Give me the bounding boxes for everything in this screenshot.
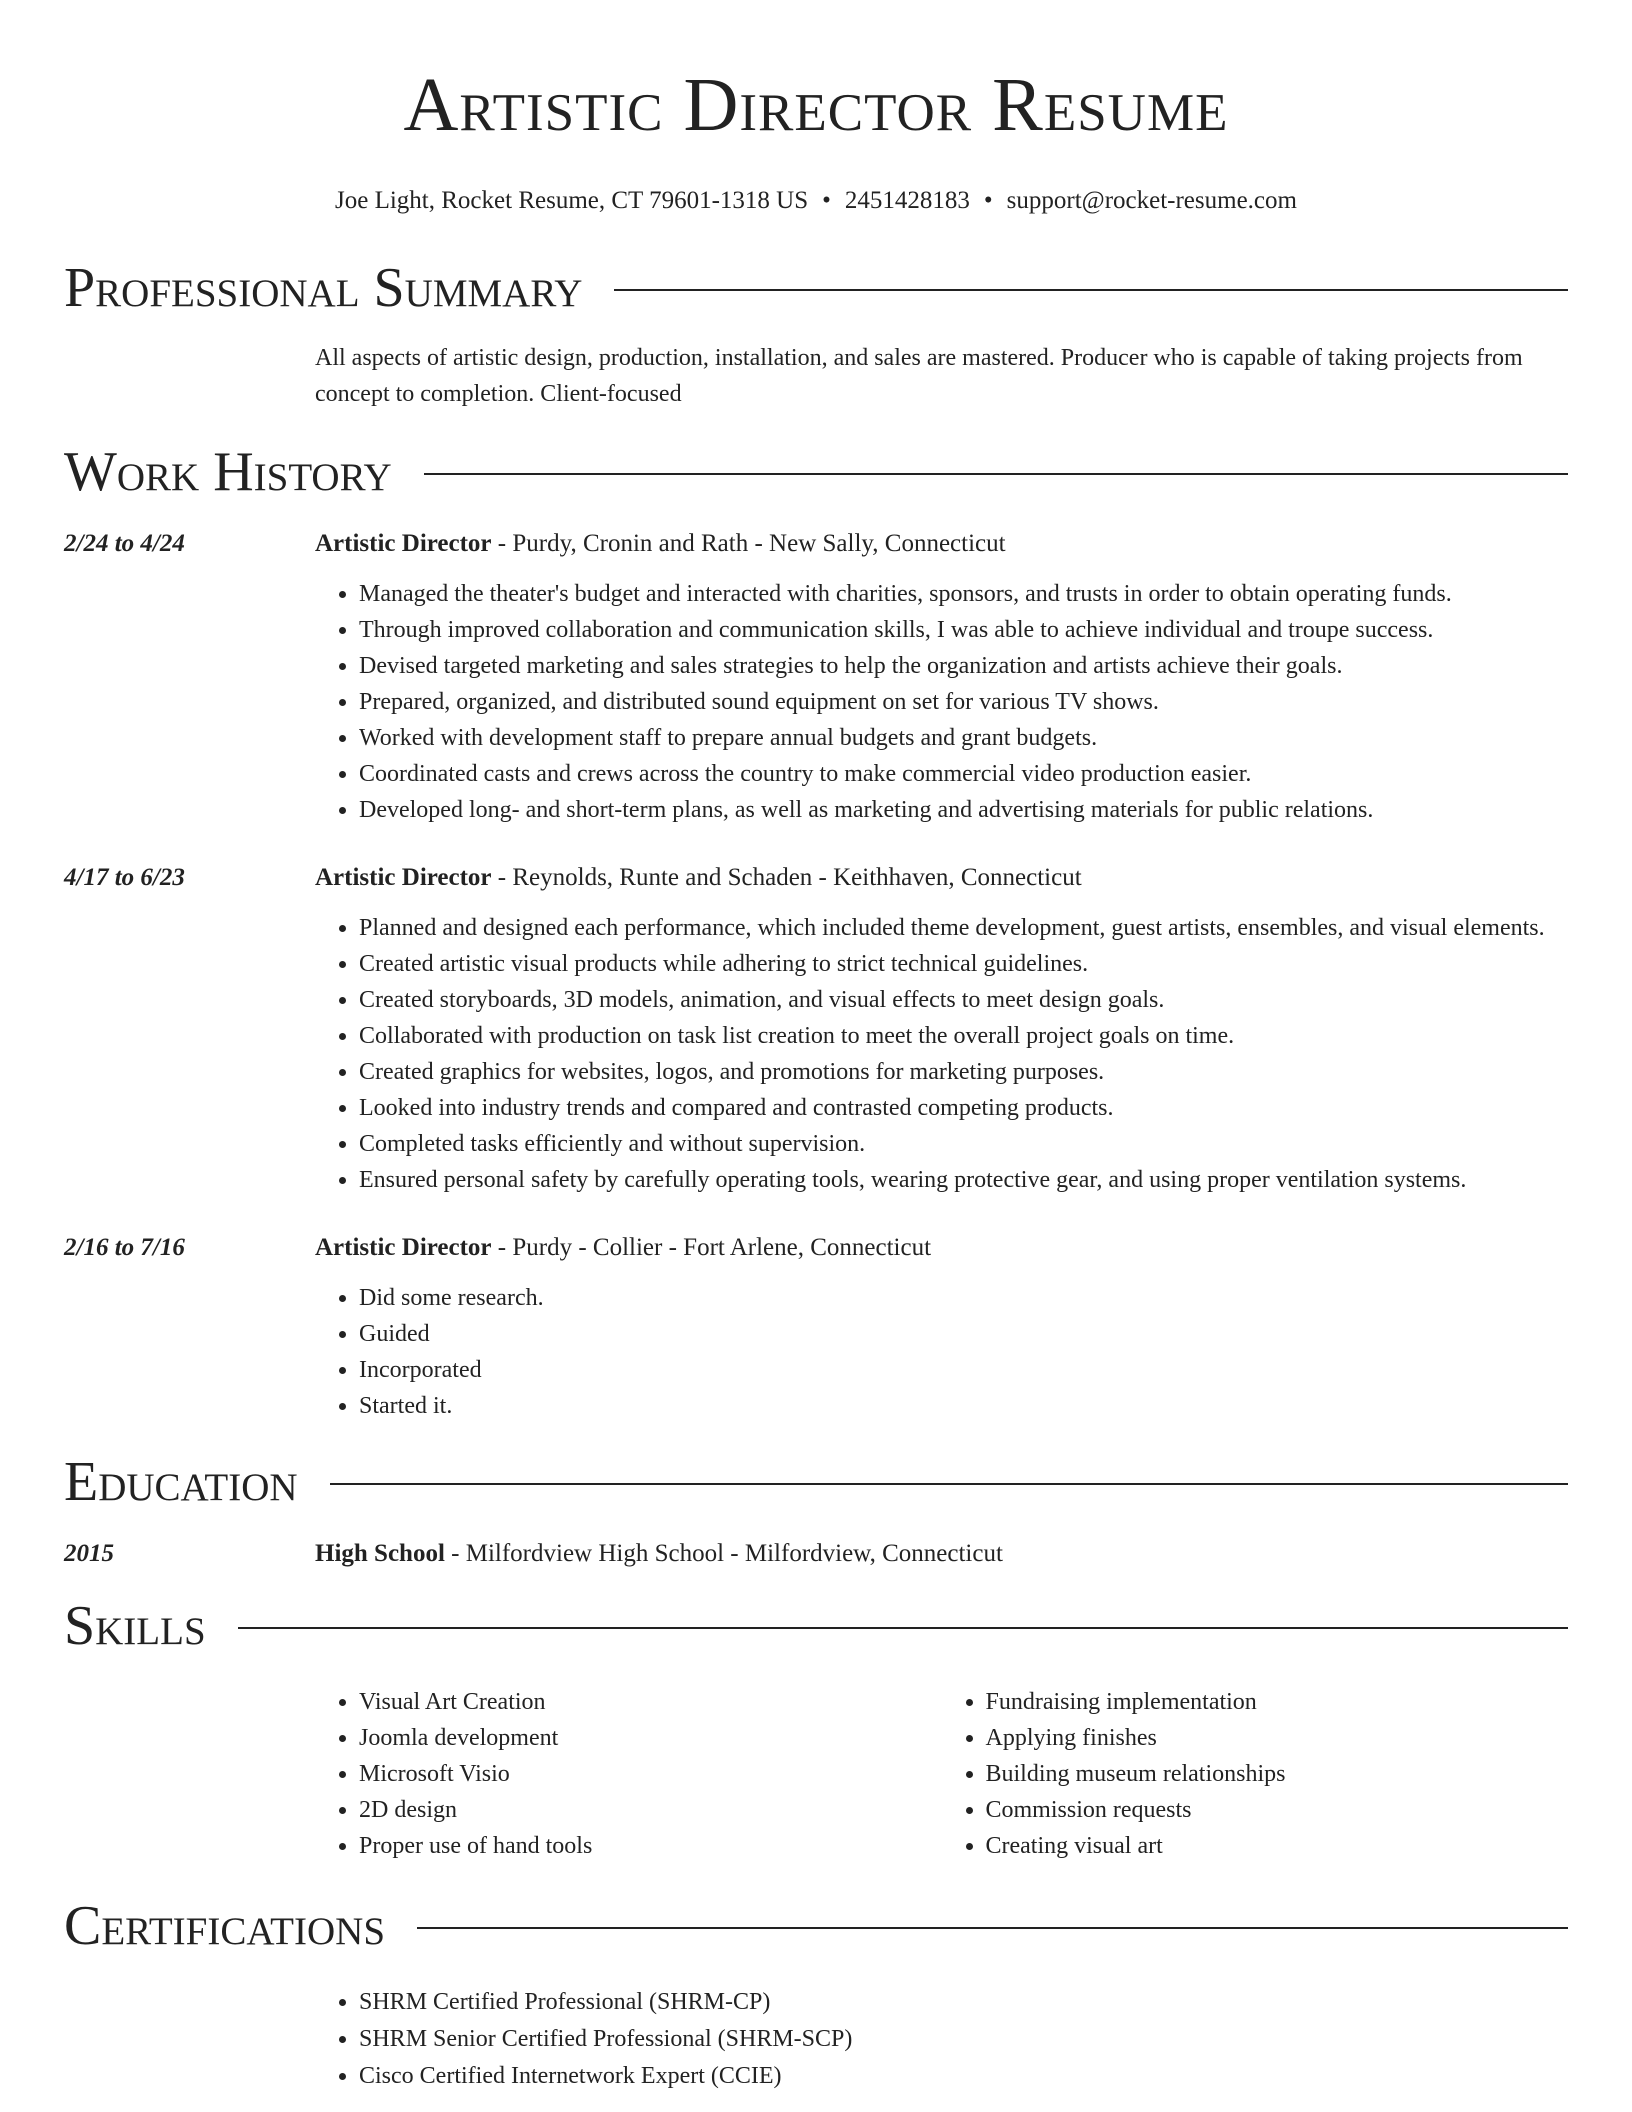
job-entry [64, 526, 1568, 828]
job-title-line [315, 526, 1568, 562]
resume-page [64, 0, 1568, 2095]
job-bullets [315, 910, 1568, 1198]
section-divider [238, 1627, 1568, 1629]
contact-email: support@rocket-resume.com [1006, 187, 1297, 214]
education-body [315, 1536, 1568, 1572]
list-item: • Microsoft Visio [359, 1756, 942, 1792]
list-item: • Creating visual art [986, 1828, 1569, 1864]
job-details: - Purdy - Collier - Fort Arlene, Connecticut [491, 1234, 932, 1261]
contact-separator: • [983, 187, 993, 214]
section-divider [614, 289, 1568, 291]
job-role: Artistic Director [315, 530, 492, 557]
skills-column-left [315, 1684, 942, 1864]
section-header-education [64, 1450, 1568, 1514]
job-bullets [315, 1280, 1568, 1424]
section-divider [330, 1483, 1568, 1485]
list-item: • Building museum relationships [986, 1756, 1569, 1792]
certifications-list [315, 1984, 1568, 2095]
section-header-skills [64, 1594, 1568, 1658]
section-title: Skills [64, 1595, 206, 1657]
list-item: • Guided [359, 1316, 1568, 1352]
list-item: • Created graphics for websites, logos, and promotions for marketing purposes. [359, 1054, 1568, 1090]
job-bullets [315, 576, 1568, 828]
job-details: - Purdy, Cronin and Rath - New Sally, Connecticut [491, 530, 1006, 557]
contact-address: Joe Light, Rocket Resume, CT 79601-1318 US [335, 187, 809, 214]
skills-column-right [942, 1684, 1569, 1864]
job-body [315, 1230, 1568, 1424]
list-item: • Collaborated with production on task list creation to meet the overall project goals on time. [359, 1018, 1568, 1054]
job-details: - Reynolds, Runte and Schaden - Keithhaven, Connecticut [491, 864, 1082, 891]
list-item: • Fundraising implementation [986, 1684, 1569, 1720]
list-item: • Planned and designed each performance, which included theme development, guest artists, ensembles, and visual elements. [359, 910, 1568, 946]
job-body [315, 860, 1568, 1198]
list-item: • Managed the theater's budget and interacted with charities, sponsors, and trusts in order to obtain operating funds. [359, 576, 1568, 612]
contact-separator: • [822, 187, 831, 214]
education-entry [64, 1536, 1568, 1572]
section-divider [417, 1927, 1568, 1929]
list-item: • Joomla development [359, 1720, 942, 1756]
certifications-items [315, 1984, 1568, 2095]
list-item: • Created artistic visual products while adhering to strict technical guidelines. [359, 946, 1568, 982]
section-title: Certifications [64, 1895, 386, 1957]
section-header-work-history [64, 440, 1568, 504]
education-year: 2015 [64, 1540, 114, 1567]
job-entry [64, 860, 1568, 1198]
section-header-certifications [64, 1894, 1568, 1958]
section-title: Work History [64, 441, 392, 503]
list-item: • Ensured personal safety by carefully operating tools, wearing protective gear, and using proper ventilation systems. [359, 1162, 1568, 1198]
job-dates: 2/16 to 7/16 [64, 1234, 185, 1261]
job-dates: 2/24 to 4/24 [64, 530, 185, 557]
list-item: • Looked into industry trends and compared and contrasted competing products. [359, 1090, 1568, 1126]
list-item: • Cisco Certified Internetwork Expert (CCIE) [359, 2058, 1568, 2095]
job-entry [64, 1230, 1568, 1424]
section-divider [424, 473, 1568, 475]
list-item: • Coordinated casts and crews across the country to make commercial video production easier. [359, 756, 1568, 792]
section-title: Professional Summary [64, 257, 583, 319]
section-header-summary [64, 256, 1568, 320]
list-item: • Did some research. [359, 1280, 1568, 1316]
list-item: • Devised targeted marketing and sales strategies to help the organization and artists achieve their goals. [359, 648, 1568, 684]
list-item: • Incorporated [359, 1352, 1568, 1388]
education-details: - Milfordview High School - Milfordview, Connecticut [444, 1540, 1003, 1567]
list-item: • SHRM Senior Certified Professional (SHRM-SCP) [359, 2021, 1568, 2058]
list-item: • Prepared, organized, and distributed sound equipment on set for various TV shows. [359, 684, 1568, 720]
skills-list [315, 1684, 1568, 1864]
list-item: • Completed tasks efficiently and without supervision. [359, 1126, 1568, 1162]
job-title-line [315, 1230, 1568, 1266]
job-title-line [315, 860, 1568, 896]
resume-title: Artistic Director Resume [403, 63, 1229, 147]
education-degree: High School [315, 1540, 445, 1567]
contact-line [64, 186, 1568, 216]
list-item: • 2D design [359, 1792, 942, 1828]
summary-text: All aspects of artistic design, production, installation, and sales are mastered. Producer who is capable of taking projects from concept to completion. Client-focused [315, 345, 1523, 407]
job-dates: 4/17 to 6/23 [64, 864, 185, 891]
list-item: • Worked with development staff to prepare annual budgets and grant budgets. [359, 720, 1568, 756]
list-item: • SHRM Certified Professional (SHRM-CP) [359, 1984, 1568, 2021]
job-body [315, 526, 1568, 828]
list-item: • Created storyboards, 3D models, animation, and visual effects to meet design goals. [359, 982, 1568, 1018]
contact-phone: 2451428183 [844, 187, 970, 214]
list-item: • Developed long- and short-term plans, as well as marketing and advertising materials for public relations. [359, 792, 1568, 828]
list-item: • Proper use of hand tools [359, 1828, 942, 1864]
job-role: Artistic Director [315, 864, 492, 891]
list-item: • Through improved collaboration and communication skills, I was able to achieve individual and troupe success. [359, 612, 1568, 648]
section-title: Education [64, 1451, 298, 1513]
list-item: • Started it. [359, 1388, 1568, 1424]
list-item: • Commission requests [986, 1792, 1569, 1828]
list-item: • Applying finishes [986, 1720, 1569, 1756]
job-role: Artistic Director [315, 1234, 492, 1261]
list-item: • Visual Art Creation [359, 1684, 942, 1720]
